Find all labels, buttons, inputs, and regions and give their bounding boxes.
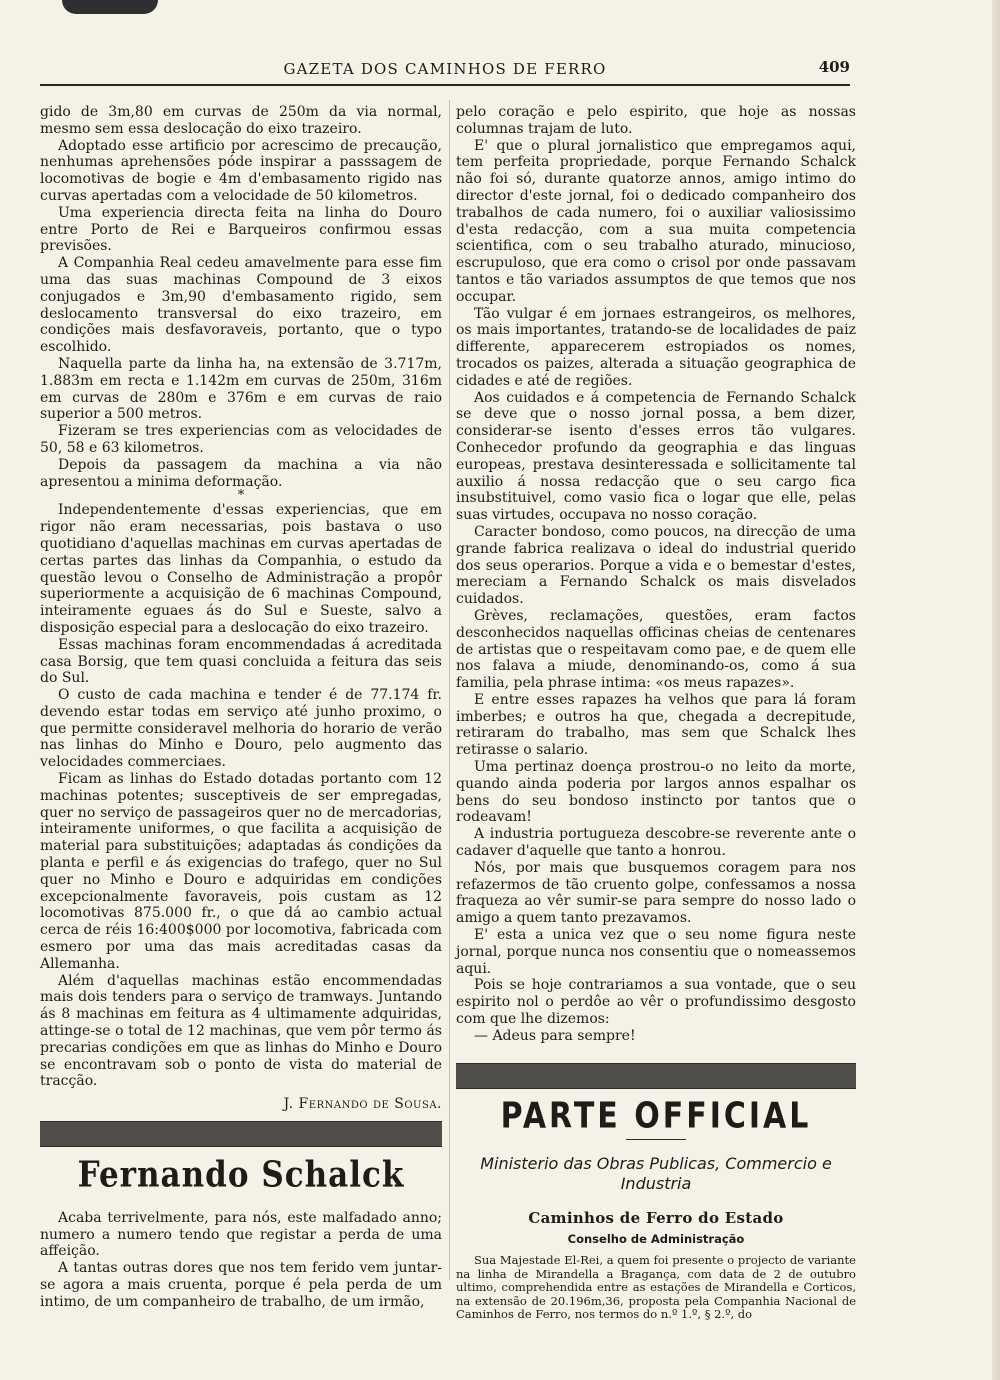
paragraph: Depois da passagem da machina a via não apresentou a minima deformação. [40, 456, 442, 490]
paragraph: E' que o plural jornalistico que empregamos aqui, tem perfeita propriedade, porque Fernando Schalck não foi só, durante quatorze annos, amigo intimo do director d'este jornal, foi o dedicado companheiro dos trabalhos de cada numero, foi o auxiliar valiosissimo d'esta redacção, com a sua muita competencia scientifica, com o seu trabalho aturado, minucioso, escrupuloso, que era como o crisol por onde passavam tantos e tão variados assumptos de que temos que nos occupar. [456, 137, 856, 305]
paragraph: Caracter bondoso, como poucos, na direcção de uma grande fabrica realizava o ideal do industrial querido dos seus operarios. Porque a vida e o bemestar d'estes, mereciam a Fernando Schalck os mais disvelados cuidados. [456, 523, 856, 608]
official-heading: PARTE OFFICIAL [500, 1094, 812, 1137]
journal-title: GAZETA DOS CAMINHOS DE FERRO [283, 60, 607, 78]
paragraph: gido de 3m,80 em curvas de 250m da via normal, mesmo sem essa deslocação do eixo trazeiro. [40, 104, 442, 137]
section-separator: * [237, 488, 245, 504]
right-column [456, 104, 856, 1322]
paragraph: Adoptado esse artificio por acrescimo de precaução, nenhumas aprehensões póde inspirar a passsagem de locomotivas de bogie e 4m d'embasamento rigido nas curvas apertadas com a velocidade de 50 kilometros. [40, 137, 442, 204]
official-text [456, 1254, 856, 1322]
paragraph: Ficam as linhas do Estado dotadas portanto com 12 machinas potentes; susceptiveis de ser empregadas, quer no serviço de passageiros quer no de mercadorias, inteiramente uniformes, o que facilita a acquisição de material para substituições; adaptadas ás condições da planta e perfil e ás exigencias do trafego, quer no Sul quer no Minho e Douro e adquiridas em condições excepcionalmente favoraveis, pois custam as 12 locomotivas 875.000 fr., o que dá ao cambio actual cerca de réis 16:400$000 por locomotiva, fabricada com esmero por uma das mais acreditadas casas da Allemanha. [40, 771, 442, 972]
paragraph: Uma experiencia directa feita na linha do Douro entre Porto de Rei e Barqueiros confirmou essas previsões. [40, 204, 442, 255]
paragraph: Sua Majestade El-Rei, a quem foi presente o projecto de variante na linha de Mirandella a Bragança, com data de 2 de outubro ultimo, comprehendida entre as estações de Mirandella e Corticos, na extensão de 20.196m,36, proposta pela Companhia Nacional de Caminhos de Ferro, nos termos do n.º 1.º, § 2.º, do [456, 1253, 856, 1322]
section-bar [456, 1063, 856, 1089]
paragraph: Essas machinas foram encommendadas á acreditada casa Borsig, que tem quasi concluida a feitura das seis do Sul. [40, 636, 442, 687]
paragraph: Além d'aquellas machinas estão encommendadas mais dois tenders para o serviço de tramways. Juntando ás 8 machinas em feitura as 4 ultimamente adquiridas, attinge-se o total de 12 machinas, que vem pôr termo ás precarias condições em que as linhas do Minho e Douro se encontravam sob o ponto de vista do material de tracção. [40, 972, 442, 1090]
paragraph: Uma pertinaz doença prostrou-o no leito da morte, quando ainda poderia por largos annos espalhar os bens do seu bondoso instincto por tantos que o rodeavam! [456, 759, 856, 826]
paragraph: Pois se hoje contrariamos a sua vontade, que o seu espirito nol o perdôe ao vêr o profundissimo desgosto com que lhe dizemos: [456, 977, 856, 1028]
paragraph: Grèves, reclamações, questões, eram factos desconhecidos naquellas officinas cheias de centenares de artistas que o respeitavam como pae, e de quem elle nos falava a miude, denominando-os, como á sua familia, pela phrase intima: «os meus rapazes». [456, 607, 856, 692]
paragraph: Nós, por mais que busquemos coragem para nos refazermos de tão cruento golpe, confessamos a nossa fraqueza ao vêr sumir-se para sempre do nosso lado o amigo a quem tanto prezavamos. [456, 859, 856, 927]
paragraph: A Companhia Real cedeu amavelmente para esse fim uma das suas machinas Compound de 3 eixos conjugados e 3m,90 d'embasamento rigido, sem deslocamento transversal do eixo trazeiro, em condições mais desfavoraveis, portanto, que o typo escolhido. [40, 255, 442, 356]
obituary-heading: Fernando Schalck [77, 1154, 405, 1196]
paragraph: pelo coração e pelo espirito, que hoje as nossas columnas trajam de luto. [456, 104, 856, 137]
closing-line: — Adeus para sempre! [474, 1027, 636, 1044]
ministry-title: Ministerio das Obras Publicas, Commercio e Industria [480, 1154, 832, 1194]
paragraph: E entre esses rapazes ha velhos que para lá foram imberbes; e outros ha que, chegada a decrepitude, retiraram do trabalho, mas sem que Schalck lhes retirasse o salario. [456, 691, 856, 759]
paragraph: O custo de cada machina e tender é de 77.174 fr. devendo estar todas em serviço até junho proximo, o que permitte consideravel melhoria do horario de verão nas linhas do Minho e Douro, pelo augmento das velocidades commerciaes. [40, 687, 442, 771]
paragraph: Fizeram se tres experiencias com as velocidades de 50, 58 e 63 kilometros. [40, 423, 442, 456]
binding-clip [62, 0, 158, 14]
paragraph: A tantas outras dores que nos tem ferido vem juntar-se agora a mais cruenta, porque é pela perda de um intimo, de um companheiro de trabalho, de um irmão, [40, 1260, 442, 1310]
left-column [40, 104, 442, 1311]
page-header [40, 58, 850, 86]
paragraph: E' esta a unica vez que o seu nome figura neste jornal, porque nunca nos consentiu que o nomeassemos aqui. [456, 927, 856, 977]
heading-rule [626, 1139, 686, 1140]
paragraph: Aos cuidados e á competencia de Fernando Schalck se deve que o nosso jornal possa, a bem dizer, considerar-se isento d'esses erros tão vulgares. Conhecedor profundo da geographia e das linguas europeas, prestava desinteressada e sollicitamente tal auxilio á nossa redacção que o seu cargo fica insubstituivel, como vasio fica o logar que elle, pelas suas virtudes, occupava no nosso coração. [456, 389, 856, 524]
column-divider [449, 100, 450, 1280]
paragraph: A industria portugueza descobre-se reverente ante o cadaver d'aquelle que tanto a honrou. [456, 826, 856, 860]
page-number: 409 [818, 58, 850, 76]
department-title: Caminhos de Ferro do Estado [528, 1209, 784, 1228]
paragraph: Naquella parte da linha ha, na extensão de 3.717m, 1.883m em recta e 1.142m em curvas de 250m, 316m em curvas de 280m e 376m e em curvas de raio superior a 500 metros. [40, 355, 442, 423]
council-title: Conselho de Administração [567, 1232, 745, 1247]
paragraph: Independentemente d'essas experiencias, que em rigor não eram necessarias, pois bastava o uso quotidiano d'aquellas machinas em curvas apertadas de certas partes das linhas da Companhia, o estudo da questão levou o Conselho de Administração a propôr superiormente a acquisição de 6 machinas Compound, inteiramente eguaes ás do Sul e Sueste, salvo a disposição especial para a deslocação do eixo trazeiro. [40, 502, 442, 636]
paragraph: Tão vulgar é em jornaes estrangeiros, os melhores, os mais importantes, tratando-se de localidades de paiz differente, apparecerem estropiados os nomes, trocados os paizes, alterada a situação geographica de cidades e até de regiões. [456, 305, 856, 389]
author-signature: J. Fernando de Sousa. [283, 1096, 442, 1113]
paragraph: Acaba terrivelmente, para nós, este malfadado anno; numero a numero tendo que registar a perda de uma affeição. [40, 1209, 442, 1260]
paper-edge [992, 0, 1000, 1380]
mourning-bar [40, 1121, 442, 1147]
